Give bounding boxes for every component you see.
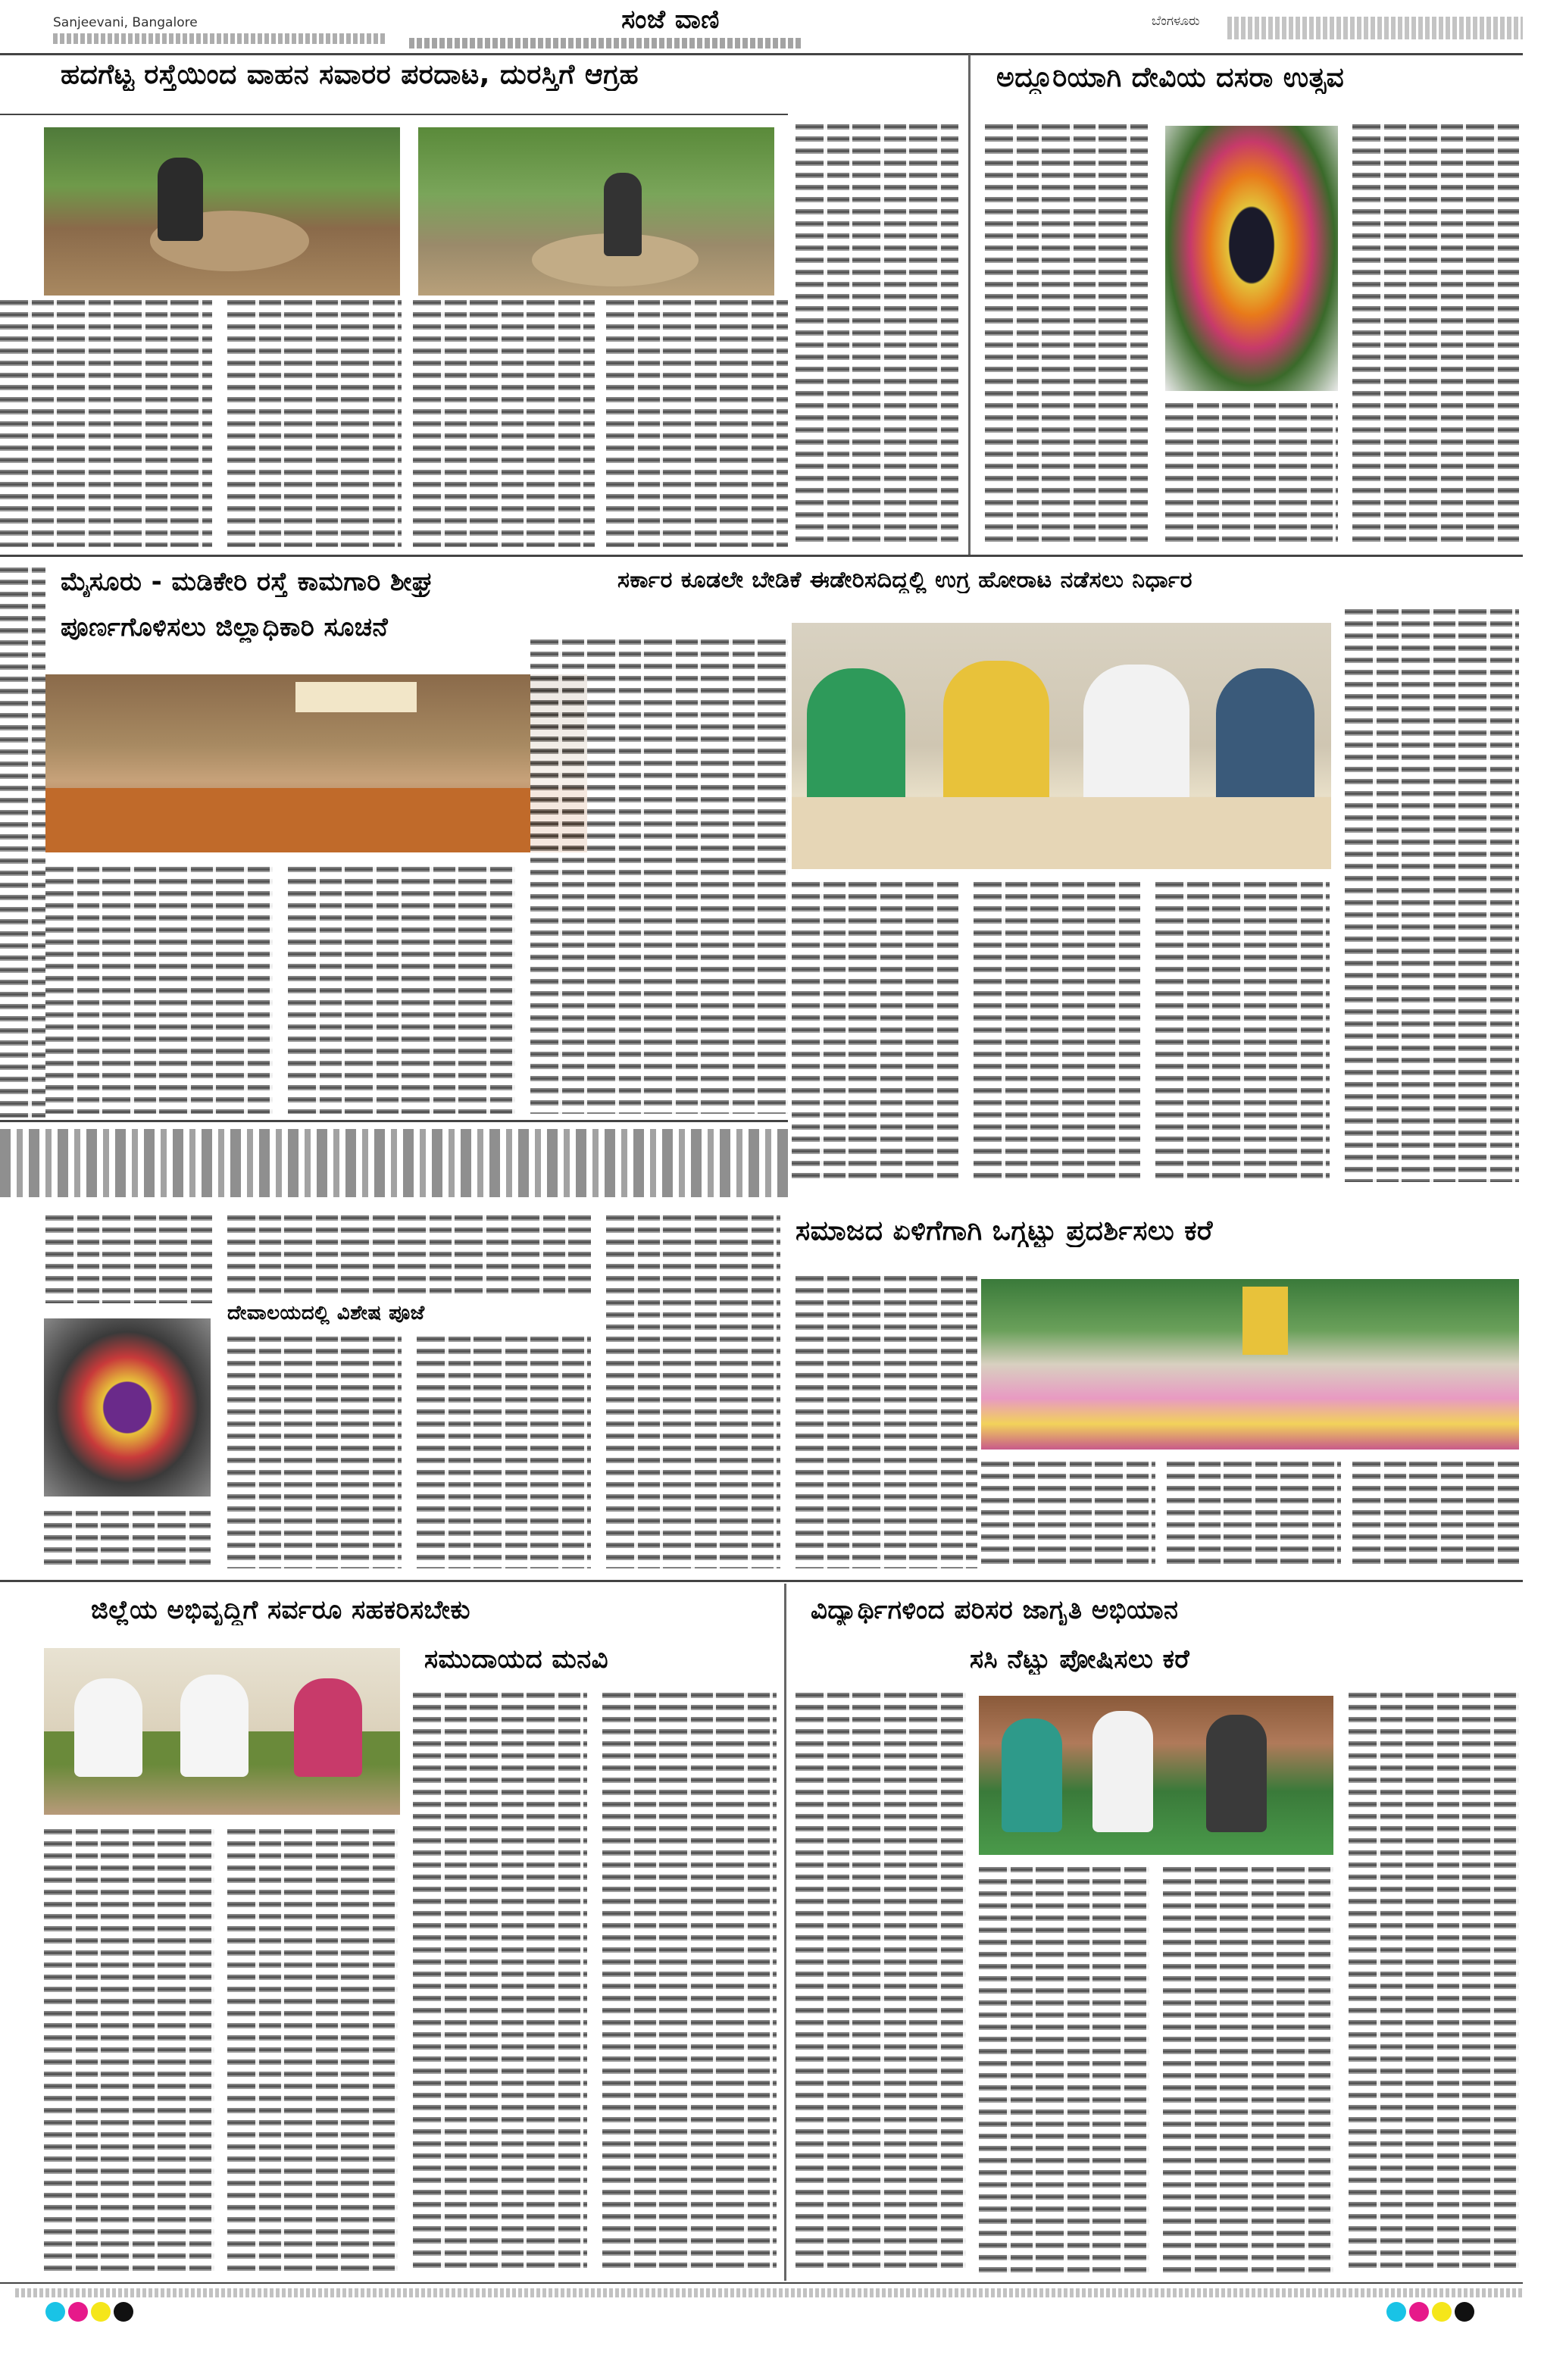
story4-col4 xyxy=(1345,606,1519,1182)
reg-magenta-right xyxy=(1409,2302,1429,2322)
story8-col2 xyxy=(979,1864,1149,2273)
masthead xyxy=(0,0,1566,53)
masthead-right-lines xyxy=(1227,17,1523,39)
photo-plantation xyxy=(979,1696,1333,1855)
story6-col0b xyxy=(227,1212,591,1296)
section-rule-1 xyxy=(0,555,1523,557)
story1-col3 xyxy=(413,297,595,547)
story1-col2 xyxy=(227,297,402,547)
masthead-right-text: ಬೆಂಗಳೂರು xyxy=(1152,14,1200,29)
story2-col3 xyxy=(1352,121,1519,546)
story5-col0 xyxy=(606,1212,780,1568)
bottom-divider xyxy=(784,1584,786,2281)
story4-col2 xyxy=(974,879,1140,1182)
story3-col1 xyxy=(45,864,273,1114)
story3-col2 xyxy=(288,864,515,1114)
reg-black-left xyxy=(114,2302,133,2322)
story1-col4 xyxy=(606,297,788,547)
headline-7: ಜಿಲ್ಲೆಯ ಅಭಿವೃದ್ಧಿಗೆ ಸರ್ವರೂ ಸಹಕರಿಸಬೇಕು xyxy=(91,1595,470,1625)
story2-col2 xyxy=(1165,400,1338,544)
reg-magenta-left xyxy=(68,2302,88,2322)
story6-col1 xyxy=(227,1334,402,1568)
story1-col5 xyxy=(796,121,958,546)
story6-col0 xyxy=(45,1212,212,1303)
photo-press-meet xyxy=(792,623,1331,869)
masthead-left-text: Sanjeevani, Bangalore xyxy=(53,15,198,30)
story4-col3 xyxy=(1155,879,1330,1182)
story4-col1 xyxy=(792,879,958,1182)
masthead-title: ಸಂಜೆ ವಾಣಿ xyxy=(621,5,720,35)
headline-8b: ಸಸಿ ನೆಟ್ಟು ಪೋಷಿಸಲು ಕರೆ xyxy=(970,1644,1190,1675)
headline-5: ಸಮಾಜದ ಏಳಿಗೆಗಾಗಿ ಒಗ್ಗಟ್ಟು ಪ್ರದರ್ಶಿಸಲು ಕರೆ xyxy=(796,1215,1213,1246)
blurred-headline-band xyxy=(0,1129,788,1197)
reg-cyan-left xyxy=(45,2302,65,2322)
story2-col1 xyxy=(985,121,1148,546)
story5-col1 xyxy=(796,1273,977,1568)
section-rule-2 xyxy=(0,1120,788,1122)
story8-col3 xyxy=(1163,1864,1333,2273)
story3-col3 xyxy=(530,636,788,1114)
masthead-rule xyxy=(0,53,1523,55)
story3-left-strip xyxy=(0,565,45,1118)
masthead-center-lines xyxy=(409,38,803,48)
photo-goddess xyxy=(1165,126,1338,391)
headline-4: ಸರ್ಕಾರ ಕೂಡಲೇ ಬೇಡಿಕೆ ಈಡೇರಿಸದಿದ್ದಲ್ಲಿ ಉಗ್ರ ಹೋರಾಟ ನಡೆಸಲು ನಿರ್ಧಾರ xyxy=(617,567,1192,593)
story5-col4 xyxy=(1352,1459,1519,1568)
masthead-left-lines xyxy=(53,33,386,44)
reg-yellow-right xyxy=(1432,2302,1452,2322)
headline-6: ದೇವಾಲಯದಲ್ಲಿ ವಿಶೇಷ ಪೂಜೆ xyxy=(227,1302,425,1324)
story8-col1 xyxy=(796,1690,966,2273)
photo-road-2 xyxy=(418,127,774,296)
story7-col1 xyxy=(44,1826,214,2273)
headline-3b: ಪೂರ್ಣಗೊಳಿಸಲು ಜಿಲ್ಲಾಧಿಕಾರಿ ಸೂಚನೆ xyxy=(61,612,389,643)
reg-yellow-left xyxy=(91,2302,111,2322)
story8-col4 xyxy=(1349,1690,1519,2273)
photo-petition xyxy=(44,1648,400,1815)
reg-cyan-right xyxy=(1386,2302,1406,2322)
photo-group xyxy=(981,1279,1519,1450)
photo-meeting xyxy=(45,674,587,852)
reg-black-right xyxy=(1455,2302,1474,2322)
headline-8: ವಿದ್ಯಾರ್ಥಿಗಳಿಂದ ಪರಿಸರ ಜಾಗೃತಿ ಅಭಿಯಾನ xyxy=(811,1595,1179,1625)
story7-col3 xyxy=(413,1690,587,2273)
headline-2: ಅದ್ದೂರಿಯಾಗಿ ದೇವಿಯ ದಸರಾ ಉತ್ಸವ xyxy=(996,62,1345,93)
footer-imprint xyxy=(15,2288,1523,2297)
headline-1: ಹದಗೆಟ್ಟ ರಸ್ತೆಯಿಂದ ವಾಹನ ಸವಾರರ ಪರದಾಟ, ದುರಸ್ತಿಗೆ ಆಗ್ರಹ xyxy=(61,59,639,90)
story5-col3 xyxy=(1167,1459,1341,1568)
headline-7b: ಸಮುದಾಯದ ಮನವಿ xyxy=(424,1644,609,1675)
top-divider xyxy=(968,55,971,555)
photo-road-1 xyxy=(44,127,400,296)
headline-3: ಮೈಸೂರು - ಮಡಿಕೇರಿ ರಸ್ತೆ ಕಾಮಗಾರಿ ಶೀಘ್ರ xyxy=(61,567,433,597)
story7-col4 xyxy=(602,1690,777,2273)
story7-col2 xyxy=(227,1826,398,2273)
story1-rule xyxy=(0,114,788,115)
section-rule-3 xyxy=(0,1580,1523,1582)
story6-col3 xyxy=(44,1508,211,1568)
story6-col2 xyxy=(417,1334,591,1568)
story1-col1 xyxy=(0,297,212,547)
photo-deity xyxy=(44,1318,211,1496)
footer-rule xyxy=(0,2282,1523,2284)
story5-col2 xyxy=(981,1459,1155,1568)
